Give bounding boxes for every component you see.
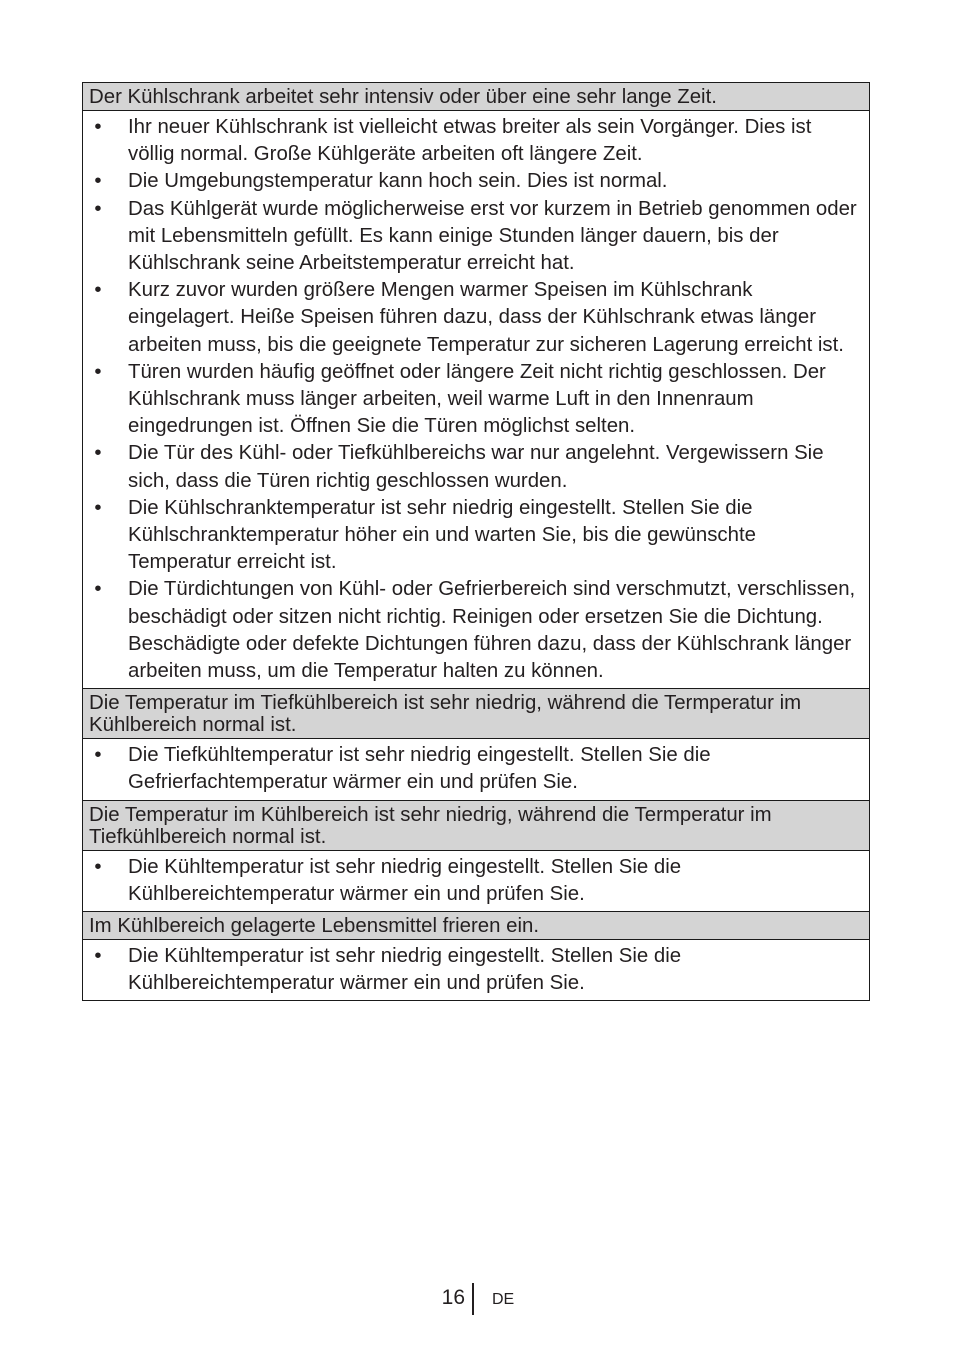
solution-text: Das Kühlgerät wurde möglicherweise erst vor kurzem in Betrieb genommen oder mit Lebensmitteln gefüllt. Es kann einige Stunden länger dauern, bis der Kühlschrank seine Arbeitstemperatur erreicht hat. [128,197,857,275]
solution-text: Türen wurden häufig geöffnet oder längere Zeit nicht richtig geschlossen. Der Kühlschrank muss länger arbeiten, weil warme Luft in den Innenraum eingedrungen ist. Öffnen Sie die Türen möglichst selten. [128,360,826,438]
solution-item [83,576,861,685]
footer-divider [472,1283,474,1315]
bullet-icon: • [94,197,102,220]
bullet-icon: • [94,279,102,302]
solution-text: Die Tiefkühltemperatur ist sehr niedrig eingestellt. Stellen Sie die Gefrierfachtemperatur wärmer ein und prüfen Sie. [128,744,711,794]
language-code: DE [492,1291,515,1308]
bullet-icon: • [94,744,102,767]
problem-heading: Die Temperatur im Tiefkühlbereich ist sehr niedrig, während die Termperatur im Kühlbereich normal ist. [83,689,869,739]
page-number: 16 [441,1286,465,1309]
solution-text: Die Kühltemperatur ist sehr niedrig eingestellt. Stellen Sie die Kühlbereichtemperatur wärmer ein und prüfen Sie. [128,945,682,995]
bullet-icon: • [94,855,102,878]
solution-list-container [83,940,869,1000]
bullet-icon: • [94,170,102,193]
solution-item [83,114,861,168]
solution-list [83,854,861,908]
problem-section [83,912,869,1000]
problem-heading: Im Kühlbereich gelagerte Lebensmittel frieren ein. [83,912,869,940]
bullet-icon: • [94,442,102,465]
solution-text: Die Kühltemperatur ist sehr niedrig eingestellt. Stellen Sie die Kühlbereichtemperatur wärmer ein und prüfen Sie. [128,855,682,905]
solution-text: Die Tür des Kühl- oder Tiefkühlbereichs war nur angelehnt. Vergewissern Sie sich, dass die Türen richtig geschlossen wurden. [128,442,824,492]
solution-list [83,943,861,997]
solution-text: Die Kühlschranktemperatur ist sehr niedrig eingestellt. Stellen Sie die Kühlschranktemperatur höher ein und warten Sie, bis die gewünschte Temperatur erreicht ist. [128,496,756,574]
bullet-icon: • [94,116,102,138]
solution-list [83,742,861,796]
solution-item [83,277,861,359]
problem-section [83,801,869,912]
problem-section [83,689,869,800]
solution-list-container [83,111,869,689]
solution-list [83,114,861,685]
solution-text: Ihr neuer Kühlschrank ist vielleicht etwas breiter als sein Vorgänger. Dies ist völlig normal. Große Kühlgeräte arbeiten oft längere Zeit. [128,116,812,166]
solution-item [83,742,861,796]
solution-text: Die Umgebungstemperatur kann hoch sein. Dies ist normal. [128,170,668,193]
problem-section [83,83,869,689]
bullet-icon: • [94,360,102,383]
solution-list-container [83,851,869,912]
solution-item [83,854,861,908]
solution-item [83,196,861,278]
solution-text: Die Türdichtungen von Kühl- oder Gefrierbereich sind verschmutzt, verschlissen, beschädigt oder sitzen nicht richtig. Reinigen oder ersetzen Sie die Dichtung. Beschädigte oder defekte Dichtungen führen dazu, dass der Kühlschrank länger arbeiten muss, um die Temperatur halten zu können. [128,578,856,683]
bullet-icon: • [94,496,102,519]
solution-item [83,359,861,441]
solution-list-container [83,739,869,800]
bullet-icon: • [94,578,102,601]
solution-item [83,943,861,997]
page-footer [0,1283,954,1315]
solution-item [83,440,861,494]
solution-text: Kurz zuvor wurden größere Mengen warmer Speisen im Kühlschrank eingelagert. Heiße Speisen führen dazu, dass der Kühlschrank etwas länger arbeiten muss, bis die geeignete Temperatur zur sicheren Lagerung erreicht ist. [128,279,844,356]
problem-heading: Der Kühlschrank arbeitet sehr intensiv oder über eine sehr lange Zeit. [83,83,869,111]
problem-heading: Die Temperatur im Kühlbereich ist sehr niedrig, während die Termperatur im Tiefkühlbereich normal ist. [83,801,869,851]
solution-item [83,495,861,577]
troubleshooting-table [82,82,870,1001]
solution-item [83,168,861,195]
bullet-icon: • [94,945,102,968]
